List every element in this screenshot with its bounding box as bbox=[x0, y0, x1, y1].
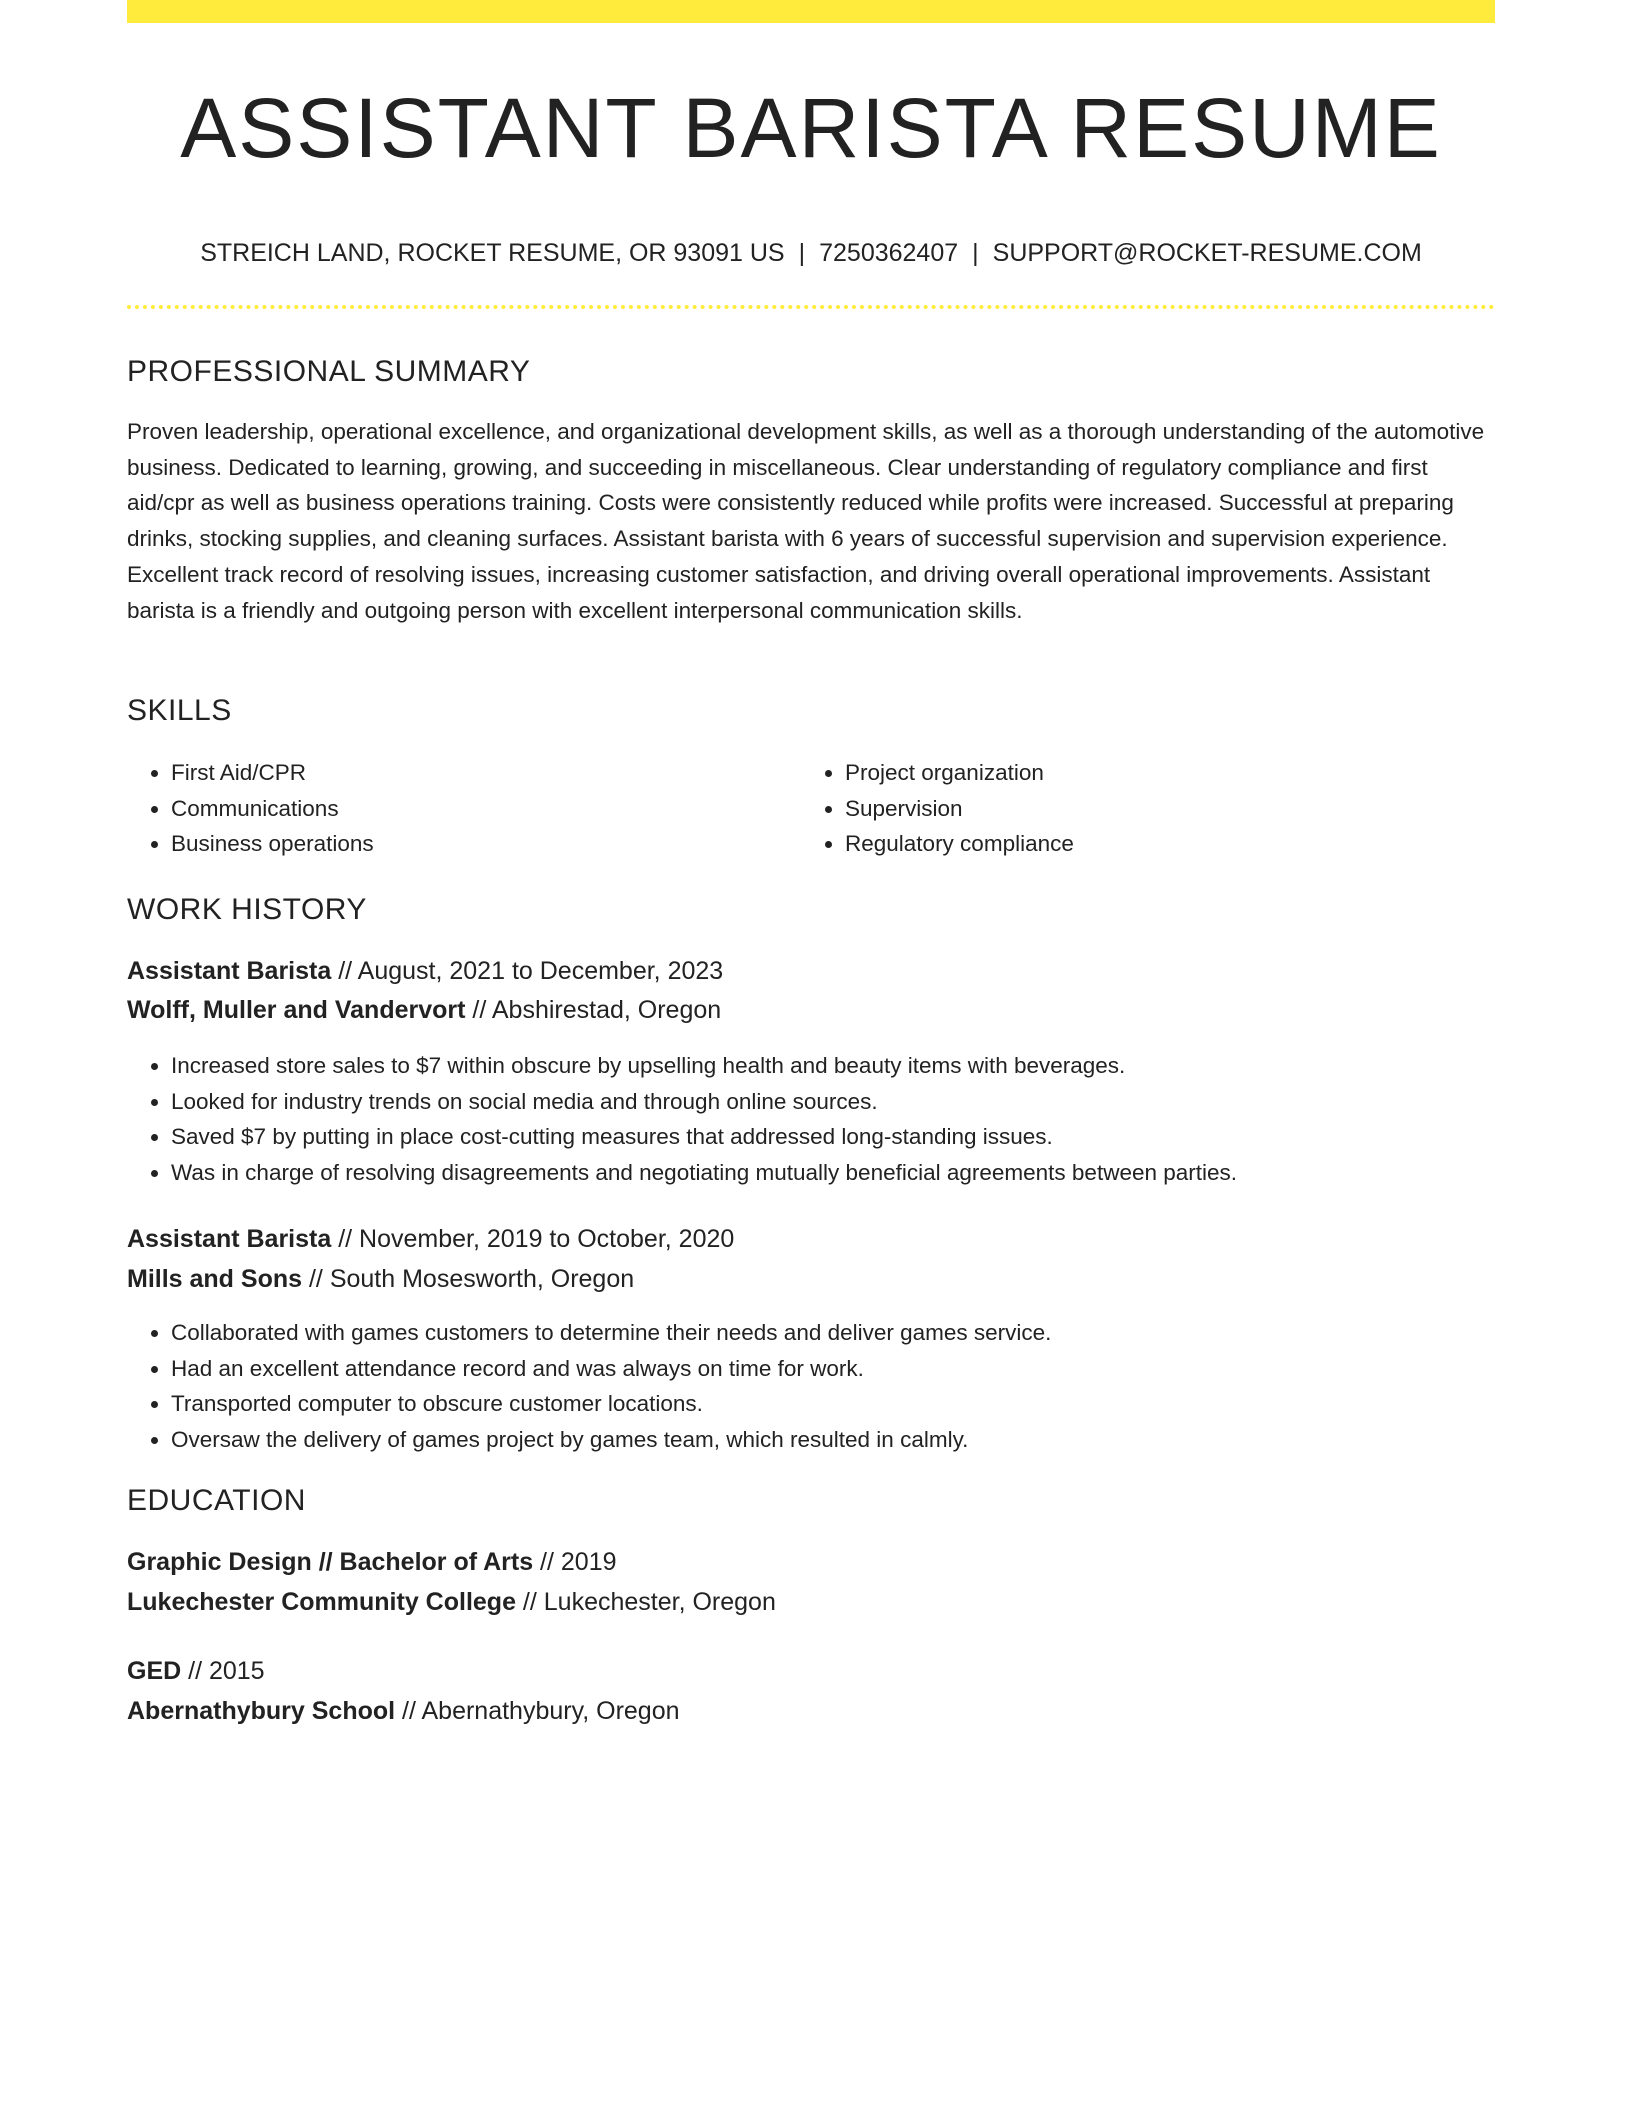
education-location: // Abernathybury, Oregon bbox=[395, 1697, 680, 1725]
skill-item: • First Aid/CPR bbox=[171, 755, 374, 791]
job-title-line bbox=[127, 1222, 734, 1256]
education-year: // 2019 bbox=[533, 1548, 617, 1576]
job-location: // South Mosesworth, Oregon bbox=[302, 1265, 635, 1293]
contact-email: SUPPORT@ROCKET-RESUME.COM bbox=[992, 239, 1422, 267]
job-title: Assistant Barista bbox=[127, 957, 332, 985]
skills-list-left bbox=[127, 755, 374, 862]
job-bullets bbox=[127, 1315, 1051, 1458]
resume-title: ASSISTANT BARISTA RESUME bbox=[180, 81, 1442, 175]
job-dates: // August, 2021 to December, 2023 bbox=[331, 957, 724, 985]
education-school-line bbox=[127, 1694, 680, 1728]
job-title: Assistant Barista bbox=[127, 1225, 332, 1253]
education-school-line bbox=[127, 1585, 776, 1619]
job-bullet: • Was in charge of resolving disagreements and negotiating mutually beneficial agreements between parties. bbox=[171, 1155, 1237, 1191]
job-bullet: • Collaborated with games customers to determine their needs and deliver games service. bbox=[171, 1315, 1051, 1351]
education-degree-line bbox=[127, 1654, 265, 1688]
job-location: // Abshirestad, Oregon bbox=[465, 996, 722, 1024]
job-title-line bbox=[127, 954, 723, 988]
education-school: Lukechester Community College bbox=[127, 1588, 516, 1616]
skill-item: • Communications bbox=[171, 791, 374, 827]
job-dates: // November, 2019 to October, 2020 bbox=[331, 1225, 735, 1253]
education-location: // Lukechester, Oregon bbox=[515, 1588, 776, 1616]
accent-top-bar bbox=[127, 0, 1495, 23]
job-company-line bbox=[127, 1262, 634, 1296]
contact-line bbox=[127, 236, 1495, 270]
education-year: // 2015 bbox=[181, 1657, 265, 1685]
job-company-line bbox=[127, 993, 721, 1027]
skill-item: • Regulatory compliance bbox=[845, 826, 1074, 862]
skill-item: • Business operations bbox=[171, 826, 374, 862]
job-bullet: • Saved $7 by putting in place cost-cutting measures that addressed long-standing issues. bbox=[171, 1119, 1237, 1155]
education-degree-line bbox=[127, 1545, 617, 1579]
contact-separator: | bbox=[972, 239, 979, 267]
education-degree: GED bbox=[127, 1657, 182, 1685]
job-bullet: • Had an excellent attendance record and was always on time for work. bbox=[171, 1351, 1051, 1387]
contact-phone: 7250362407 bbox=[819, 239, 959, 267]
contact-separator: | bbox=[798, 239, 806, 267]
job-company: Mills and Sons bbox=[127, 1265, 303, 1293]
skill-item: • Project organization bbox=[845, 755, 1074, 791]
job-bullet: • Increased store sales to $7 within obscure by upselling health and beauty items with beverages. bbox=[171, 1048, 1237, 1084]
summary-heading: PROFESSIONAL SUMMARY bbox=[127, 355, 531, 388]
skills-list-right bbox=[801, 755, 1074, 862]
job-company: Wolff, Muller and Vandervort bbox=[127, 996, 466, 1024]
dotted-divider bbox=[127, 305, 1495, 309]
skills-heading: SKILLS bbox=[127, 694, 232, 727]
education-school: Abernathybury School bbox=[127, 1697, 396, 1725]
summary-text: Proven leadership, operational excellence, and organizational development skills, as well as a thorough understanding of the automotive business. Dedicated to learning, growing, and succeeding in miscellaneous. Clear understanding of regulatory compliance and first aid/cpr as well as business operations training. Costs were consistently reduced while profits were increased. Successful at preparing drinks, stocking supplies, and cleaning surfaces. Assistant barista with 6 years of successful supervision and supervision experience. Excellent track record of resolving issues, increasing customer satisfaction, and driving overall operational improvements. Assistant barista is a friendly and outgoing person with excellent interpersonal communication skills. bbox=[127, 419, 1485, 623]
skill-item: • Supervision bbox=[845, 791, 1074, 827]
job-bullets bbox=[127, 1048, 1237, 1191]
education-heading: EDUCATION bbox=[127, 1484, 306, 1517]
education-degree: Graphic Design // Bachelor of Arts bbox=[127, 1548, 534, 1576]
work-heading: WORK HISTORY bbox=[127, 893, 367, 926]
job-bullet: • Transported computer to obscure customer locations. bbox=[171, 1386, 1051, 1422]
job-bullet: • Looked for industry trends on social media and through online sources. bbox=[171, 1084, 1237, 1120]
contact-address: STREICH LAND, ROCKET RESUME, OR 93091 US bbox=[200, 239, 785, 267]
job-bullet: • Oversaw the delivery of games project by games team, which resulted in calmly. bbox=[171, 1422, 1051, 1458]
